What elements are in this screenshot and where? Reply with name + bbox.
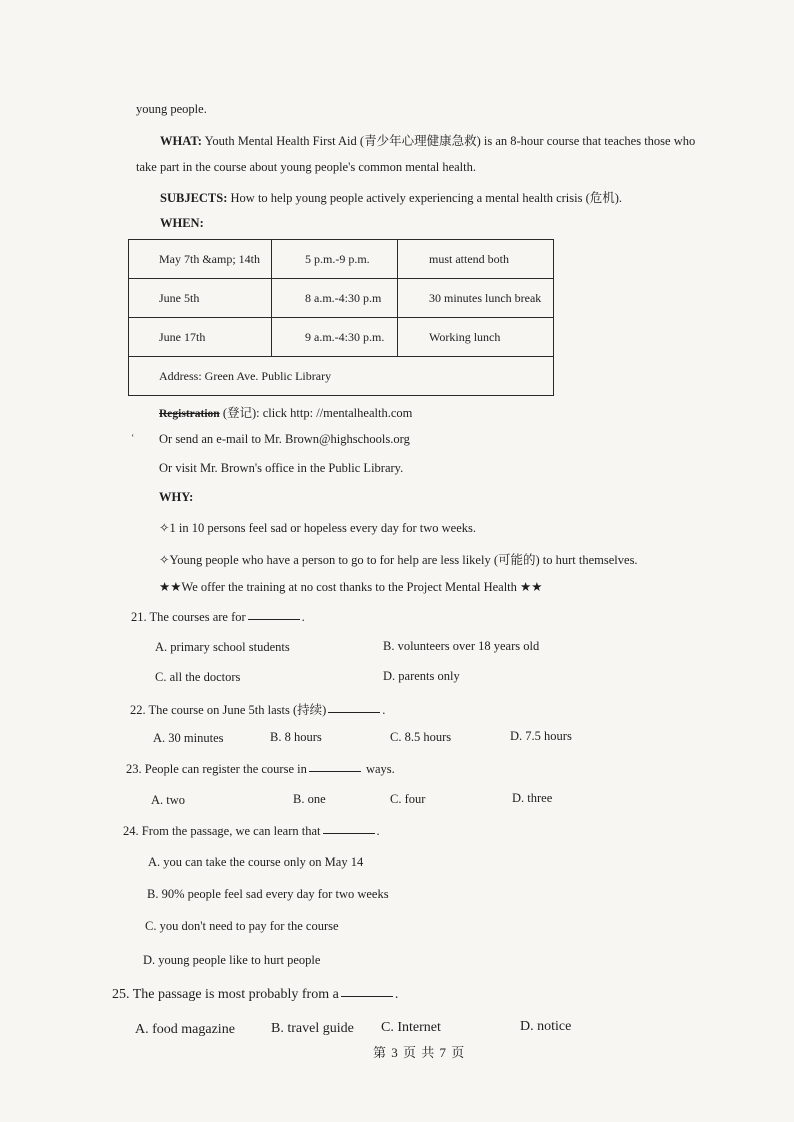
question-stem: 22. The course on June 5th lasts (持续) [130,703,327,717]
option-d: D. parents only [383,669,460,683]
schedule-date: June 17th [129,318,272,357]
answer-blank [328,711,380,713]
why-label: WHY: [159,490,194,504]
question-stem-end: . [376,824,380,838]
schedule-date: May 7th &amp; 14th [129,240,272,279]
question-21 [131,610,305,625]
registration-line [159,403,412,421]
table-row [129,240,554,279]
option-d: D. 7.5 hours [510,729,572,743]
question-24 [123,824,380,839]
answer-blank [248,618,300,620]
subjects-label: SUBJECTS: [160,191,228,205]
schedule-note: Working lunch [398,318,554,357]
option-b: B. travel guide [271,1021,354,1036]
page-number: 第 3 页 共 7 页 [373,1045,466,1060]
option-b: B. one [293,792,326,806]
option-c: C. 8.5 hours [390,730,452,744]
option-a: A. two [151,793,186,807]
question-stem: 23. People can register the course in [126,762,307,776]
what-label: WHAT: [160,134,202,148]
option-d: D. three [512,791,553,805]
registration-visit: Or visit Mr. Brown's office in the Public Library. [159,461,404,475]
registration-email: Or send an e-mail to Mr. Brown@highschools.org [159,432,410,446]
option-b: B. 8 hours [270,730,322,744]
stray-mark: ‘ [131,433,135,444]
option-b: B. volunteers over 18 years old [383,639,540,653]
question-25 [112,987,398,1003]
when-label: WHEN: [160,216,204,230]
question-stem: 25. The passage is most probably from a [112,987,339,1002]
option-a: A. 30 minutes [153,731,224,745]
table-row [129,318,554,357]
option-a: A. you can take the course only on May 14 [148,855,364,869]
answer-blank [341,995,393,997]
option-b: B. 90% people feel sad every day for two weeks [147,887,389,901]
why-point-3: ★★We offer the training at no cost thanks to the Project Mental Health ★★ [159,580,543,594]
question-stem: 24. From the passage, we can learn that [123,824,321,838]
schedule-address: Address: Green Ave. Public Library [129,357,554,396]
question-22 [130,700,385,718]
what-paragraph [160,131,695,149]
option-d: D. young people like to hurt people [143,953,321,967]
option-c: C. all the doctors [155,670,241,684]
option-a: A. food magazine [135,1022,235,1037]
answer-blank [323,832,375,834]
answer-blank [309,770,361,772]
table-row [129,357,554,396]
schedule-note: must attend both [398,240,554,279]
schedule-table [128,239,554,396]
schedule-time: 9 a.m.-4:30 p.m. [272,318,398,357]
registration-text: (登记): click http: //mentalhealth.com [219,406,413,420]
subjects-text: How to help young people actively experiencing a mental health crisis (危机). [227,191,623,205]
question-stem: 21. The courses are for [131,610,246,624]
question-stem-end: . [382,703,386,717]
question-23 [126,762,395,777]
why-point-2: ✧Young people who have a person to go to for help are less likely (可能的) to hurt themselves. [159,553,638,567]
schedule-time: 8 a.m.-4:30 p.m [272,279,398,318]
option-d: D. notice [520,1019,572,1034]
registration-label: Registration [159,408,220,420]
intro-line: young people. [136,102,207,116]
schedule-date: June 5th [129,279,272,318]
schedule-time: 5 p.m.-9 p.m. [272,240,398,279]
what-paragraph-cont: take part in the course about young people's common mental health. [136,160,477,174]
question-stem-end: ways. [362,762,395,776]
option-c: C. you don't need to pay for the course [145,919,339,933]
table-row [129,279,554,318]
option-c: C. four [390,792,426,806]
option-a: A. primary school students [155,640,290,654]
subjects-paragraph [160,188,622,206]
option-c: C. Internet [381,1020,441,1035]
question-stem-end: . [394,987,399,1002]
question-stem-end: . [301,610,305,624]
what-text: Youth Mental Health First Aid (青少年心理健康急救) is an 8-hour course that teaches those who [201,134,696,148]
why-point-1: ✧1 in 10 persons feel sad or hopeless every day for two weeks. [159,521,476,535]
schedule-note: 30 minutes lunch break [398,279,554,318]
